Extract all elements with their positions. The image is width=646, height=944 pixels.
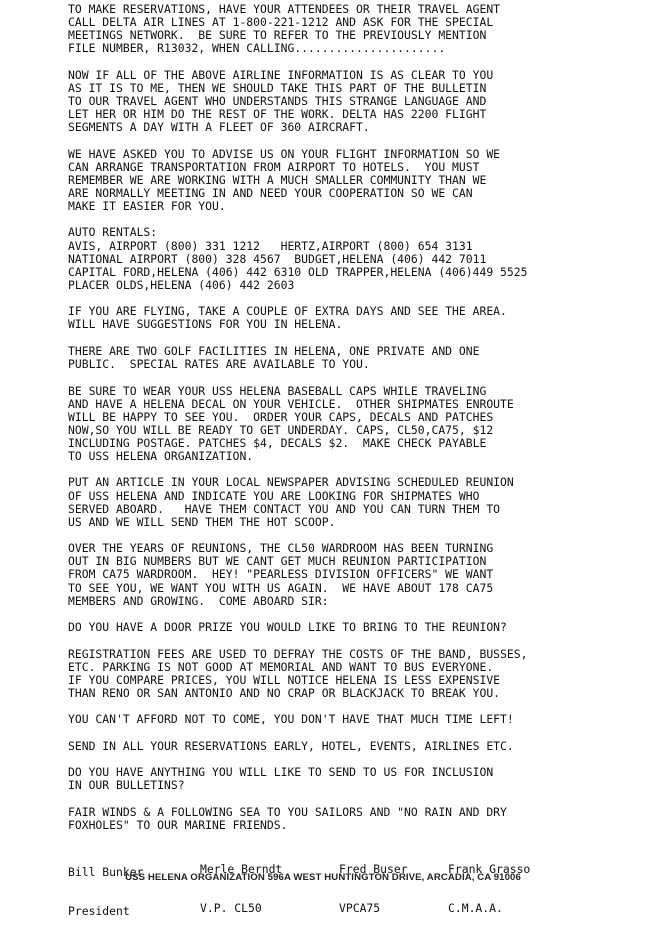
text-line: TO USS HELENA ORGANIZATION. [68, 448, 254, 463]
paragraph [68, 3, 628, 55]
text-line: US AND WE WILL SEND THEM THE HOT SCOOP. [68, 514, 336, 529]
paragraph [68, 766, 628, 792]
paragraph [68, 305, 628, 331]
text-line: CAN ARRANGE TRANSPORTATION FROM AIRPORT TO HOTELS. YOU MUST [68, 159, 480, 174]
letter-body [68, 3, 628, 845]
text-line: ETC. PARKING IS NOT GOOD AT MEMORIAL AND WANT TO BUS EVERYONE. [68, 659, 494, 674]
text-line: BE SURE TO WEAR YOUR USS HELENA BASEBALL CAPS WHILE TRAVELING [68, 383, 487, 398]
text-line: PUBLIC. SPECIAL RATES ARE AVAILABLE TO YOU. [68, 357, 370, 372]
text-line: MEMBERS AND GROWING. COME ABOARD SIR: [68, 593, 329, 608]
text-line: FOXHOLES" TO OUR MARINE FRIENDS. [68, 817, 288, 832]
text-line: CAPITAL FORD,HELENA (406) 442 6310 OLD TRAPPER,HELENA (406)449 5525 [68, 264, 528, 279]
text-line: WILL HAVE SUGGESTIONS FOR YOU IN HELENA. [68, 317, 343, 332]
text-line: MAKE IT EASIER FOR YOU. [68, 199, 226, 213]
signature-name: Bill Bunker [68, 865, 144, 879]
text-line: IN OUR BULLETINS? [68, 778, 185, 793]
text-line: OF USS HELENA AND INDICATE YOU ARE LOOKING FOR SHIPMATES WHO [68, 488, 480, 503]
text-line: NOW,SO YOU WILL BE READY TO GET UNDERDAY. CAPS, CL50,CA75, $12 [68, 422, 494, 437]
text-line: NOW IF ALL OF THE ABOVE AIRLINE INFORMATION IS AS CLEAR TO YOU [68, 67, 494, 82]
signature-merle-berndt [200, 837, 282, 941]
paragraph [68, 345, 628, 371]
signature-title: C.M.A.A. [448, 901, 503, 915]
text-line: CALL DELTA AIR LINES AT 1-800-221-1212 AND ASK FOR THE SPECIAL [68, 15, 494, 30]
paragraph [68, 542, 628, 607]
text-line: PLACER OLDS,HELENA (406) 442 2603 [68, 277, 295, 292]
paragraph [68, 740, 628, 753]
paragraph [68, 226, 628, 291]
text-line: DO YOU HAVE A DOOR PRIZE YOU WOULD LIKE TO BRING TO THE REUNION? [68, 620, 507, 635]
text-line: YOU CAN'T AFFORD NOT TO COME, YOU DON'T HAVE THAT MUCH TIME LEFT! [68, 712, 514, 727]
text-line: NATIONAL AIRPORT (800) 328 4567 BUDGET,HELENA (406) 442 7011 [68, 251, 487, 266]
text-line: LET HER OR HIM DO THE REST OF THE WORK. DELTA HAS 2200 FLIGHT [68, 107, 487, 122]
footer-address: USS HELENA ORGANIZATION 596A WEST HUNTINGTON DRIVE, ARCADIA, CA 91006 [125, 872, 521, 883]
text-line: FILE NUMBER, R13032, WHEN CALLING...................... [68, 41, 446, 56]
signature-name: Merle Berndt [200, 862, 283, 876]
signature-title: VPCA75 [339, 901, 381, 915]
paragraph [68, 148, 628, 213]
text-line: REMEMBER WE ARE WORKING WITH A MUCH SMALLER COMMUNITY THAN WE [68, 172, 487, 187]
text-line: WILL BE HAPPY TO SEE YOU. ORDER YOUR CAPS, DECALS AND PATCHES [68, 409, 494, 424]
text-line: THAN RENO OR SAN ANTONIO AND NO CRAP OR BLACKJACK TO BREAK YOU. [68, 685, 501, 700]
text-line: ARE NORMALLY MEETING IN AND NEED YOUR COOPERATION SO WE CAN [68, 185, 473, 200]
text-line: MEETINGS NETWORK. BE SURE TO REFER TO THE PREVIOUSLY MENTION [68, 28, 487, 43]
text-line: SERVED ABOARD. HAVE THEM CONTACT YOU AND YOU CAN TURN THEM TO [68, 501, 501, 516]
text-line: TO OUR TRAVEL AGENT WHO UNDERSTANDS THIS STRANGE LANGUAGE AND [68, 93, 487, 108]
paragraph [68, 806, 628, 832]
text-line: PUT AN ARTICLE IN YOUR LOCAL NEWSPAPER ADVISING SCHEDULED REUNION [68, 475, 514, 490]
text-line: IF YOU COMPARE PRICES, YOU WILL NOTICE HELENA IS LESS EXPENSIVE [68, 672, 501, 687]
text-line: DO YOU HAVE ANYTHING YOU WILL LIKE TO SEND TO US FOR INCLUSION [68, 765, 494, 780]
text-line: AS IT IS TO ME, THEN WE SHOULD TAKE THIS PART OF THE BULLETIN [68, 80, 487, 95]
paragraph [68, 621, 628, 634]
text-line: IF YOU ARE FLYING, TAKE A COUPLE OF EXTRA DAYS AND SEE THE AREA. [68, 304, 507, 319]
text-line: THERE ARE TWO GOLF FACILITIES IN HELENA, ONE PRIVATE AND ONE [68, 343, 480, 358]
text-line: INCLUDING POSTAGE. PATCHES $4, DECALS $2. MAKE CHECK PAYABLE [68, 435, 487, 450]
signature-title: V.P. CL50 [200, 901, 262, 915]
text-line: TO SEE YOU, WE WANT YOU WITH US AGAIN. WE HAVE ABOUT 178 CA75 [68, 580, 494, 595]
paragraph [68, 713, 628, 726]
text-line: AVIS, AIRPORT (800) 331 1212 HERTZ,AIRPORT (800) 654 3131 [68, 238, 473, 253]
paragraph [68, 476, 628, 528]
paragraph [68, 69, 628, 134]
text-line: OUT IN BIG NUMBERS BUT WE CANT GET MUCH REUNION PARTICIPATION [68, 554, 487, 569]
text-line: FROM CA75 WARDROOM. HEY! "PEARLESS DIVISION OFFICERS" WE WANT [68, 567, 494, 582]
text-line: REGISTRATION FEES ARE USED TO DEFRAY THE COSTS OF THE BAND, BUSSES, [68, 646, 528, 661]
signature-bill-bunker [68, 840, 143, 944]
signature-name: Frank Grasso [448, 862, 531, 876]
signature-title: President [68, 904, 130, 918]
text-line: AND HAVE A HELENA DECAL ON YOUR VEHICLE. OTHER SHIPMATES ENROUTE [68, 396, 514, 411]
signature-name: Fred Buser [339, 862, 408, 876]
text-line: OVER THE YEARS OF REUNIONS, THE CL50 WARDROOM HAS BEEN TURNING [68, 541, 494, 556]
text-line: AUTO RENTALS: [68, 225, 158, 240]
signature-frank-grasso [448, 837, 530, 941]
paragraph [68, 385, 628, 464]
text-line: TO MAKE RESERVATIONS, HAVE YOUR ATTENDEES OR THEIR TRAVEL AGENT [68, 2, 501, 16]
text-line: WE HAVE ASKED YOU TO ADVISE US ON YOUR FLIGHT INFORMATION SO WE [68, 146, 501, 161]
signature-fred-buser [339, 837, 408, 941]
paragraph [68, 648, 628, 700]
text-line: SEND IN ALL YOUR RESERVATIONS EARLY, HOTEL, EVENTS, AIRLINES ETC. [68, 738, 514, 753]
text-line: FAIR WINDS & A FOLLOWING SEA TO YOU SAILORS AND "NO RAIN AND DRY [68, 804, 507, 819]
text-line: SEGMENTS A DAY WITH A FLEET OF 360 AIRCRAFT. [68, 120, 370, 135]
